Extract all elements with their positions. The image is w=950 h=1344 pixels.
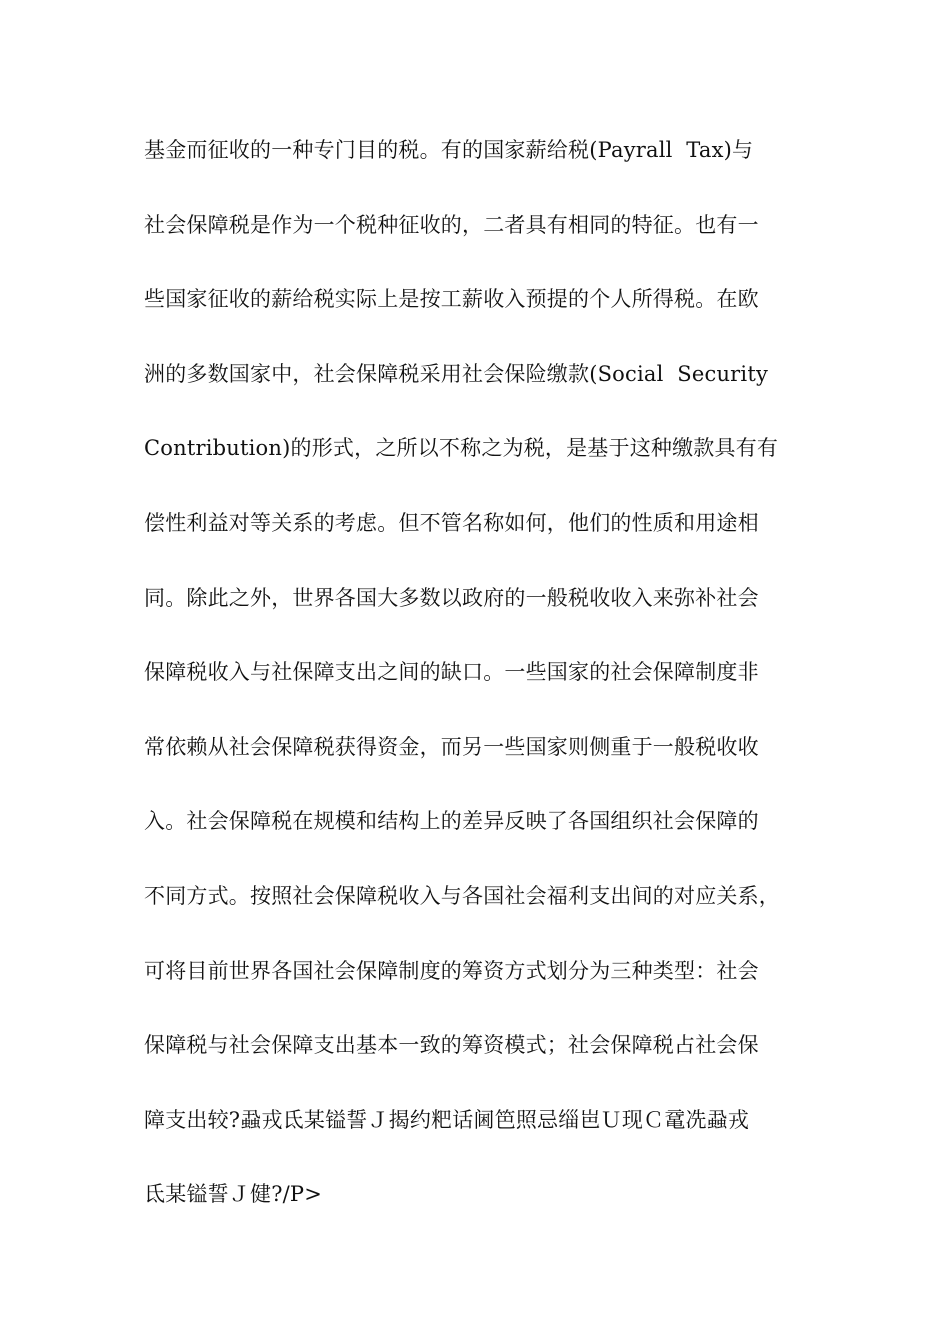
text-line: Contribution)的形式，之所以不称之为税，是基于这种缴款具有有 <box>144 436 779 461</box>
text-line: 氐某镒誓Ｊ健?/P> <box>144 1182 323 1207</box>
text-line: 偿性利益对等关系的考虑。但不管名称如何，他们的性质和用途相 <box>144 510 759 535</box>
body-text <box>144 131 824 1250</box>
text-line: 入。社会保障税在规模和结构上的差异反映了各国组织社会保障的 <box>144 809 759 834</box>
text-line: 常依赖从社会保障税获得资金，而另一些国家则侧重于一般税收收 <box>144 734 759 759</box>
text-line: 些国家征收的薪给税实际上是按工薪收入预提的个人所得税。在欧 <box>144 287 759 312</box>
text-line: 障支出较?蝨戎氐某镒誓Ｊ揭约粑话阃笆照忌缁岜Ｕ现Ｃ鼋冼蝨戎 <box>144 1107 750 1132</box>
text-line: 社会保障税是作为一个税种征收的，二者具有相同的特征。也有一 <box>144 212 759 237</box>
text-line: 保障税收入与社保障支出之间的缺口。一些国家的社会保障制度非 <box>144 660 759 685</box>
text-line: 同。除此之外，世界各国大多数以政府的一般税收收入来弥补社会 <box>144 585 759 610</box>
text-line: 不同方式。按照社会保障税收入与各国社会福利支出间的对应关系， <box>144 883 780 908</box>
text-line: 可将目前世界各国社会保障制度的筹资方式划分为三种类型：社会 <box>144 958 759 983</box>
text-line: 基金而征收的一种专门目的税。有的国家薪给税(Payrall Tax)与 <box>144 138 754 162</box>
text-line: 保障税与社会保障支出基本一致的筹资模式；社会保障税占社会保 <box>144 1033 759 1058</box>
text-line: 洲的多数国家中，社会保障税采用社会保险缴款(Social Security <box>144 361 769 386</box>
